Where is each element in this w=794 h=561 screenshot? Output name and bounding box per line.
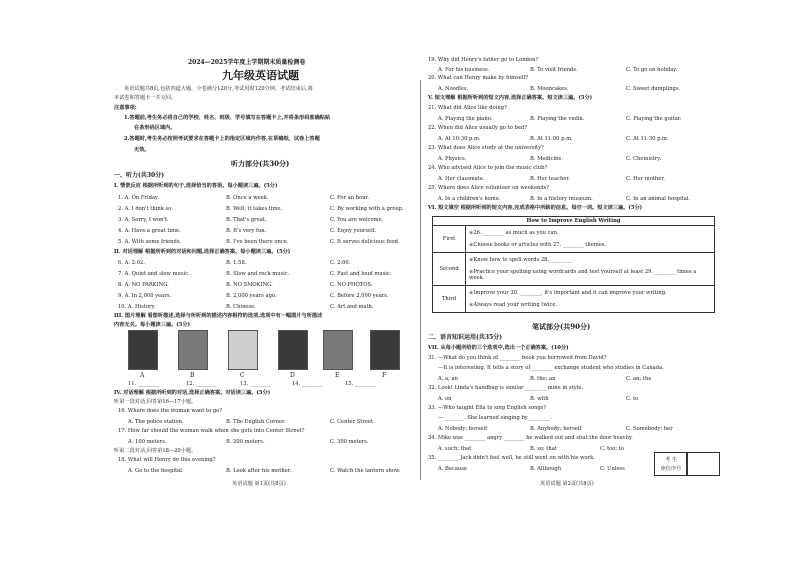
option-b: B. Look after his mother. [226, 468, 292, 474]
option-a: A. 100 meters. [128, 439, 167, 445]
option-b: B. Although [530, 466, 562, 472]
listening-part-title: 听力部分(共30分) [231, 159, 290, 168]
option-c: C. It serves delicious food. [330, 239, 400, 245]
row-label: Second [433, 253, 466, 286]
dialogue-2-note: 听第二段对话,回答第18—20小题。 [114, 448, 197, 454]
option-a: 1. A. On Friday. [118, 195, 159, 201]
answer-blank: 12. ________ [186, 381, 217, 387]
dialogue-1-note: 听第一段对话,回答第16—17小题。 [114, 399, 197, 405]
option-a: A. The police station. [128, 419, 184, 425]
question-31a: 31. —What do you think of ________ book you borrowed from David? [428, 355, 607, 361]
option-b: B. NO SMOKING. [226, 282, 273, 288]
picture-c [228, 330, 258, 370]
option-c: C. to [626, 396, 639, 402]
option-b: B. Playing the violin. [530, 116, 585, 122]
table-row [433, 226, 715, 253]
row-label: First [433, 226, 466, 253]
option-c: C. Enjoy yourself. [330, 228, 377, 234]
option-c: C. NO PHOTOS. [330, 282, 373, 288]
option-c: C. In an animal hospital. [626, 196, 691, 202]
table-title: How to Improve English Writing [433, 217, 715, 226]
option-c: C. At 11:30 p.m. [626, 136, 669, 142]
option-b: B. Slow and rock music. [226, 271, 290, 277]
picture-a [128, 330, 158, 370]
page-footer-right: 英语试题 第2页(共8页) [540, 481, 594, 487]
option-c: C. Her mother. [626, 176, 665, 182]
option-c: C. Chemistry. [626, 156, 662, 162]
table-line: ※Choose books or articles with 27. ________ themes. [469, 242, 607, 248]
option-a: A. such; that [438, 446, 472, 452]
option-a: 10. A. History. [118, 304, 156, 310]
seat-label-2: 座位序号 [660, 466, 682, 472]
notice-1a: 1.答题前,考生务必将自己的学校、姓名、班级、学号填写在答题卡上,并将条形码准确粘贴 [124, 115, 331, 121]
notice-heading: 注意事项: [114, 105, 137, 111]
table-line: ※Always read your writing twice. [469, 302, 558, 308]
option-a: A. Physics. [438, 156, 467, 162]
option-b: B. so; that [530, 446, 557, 452]
option-a: A. Noodles. [438, 86, 469, 92]
option-c: C. Sweet dumplings. [626, 86, 681, 92]
question-35: 35. ________ Jack didn't feel well, he still went on with his work. [428, 455, 595, 461]
exam-year-title: 2024—2025学年度上学期期末质量检测卷 [188, 59, 306, 66]
option-a: 3. A. Sorry, I won't. [118, 217, 169, 223]
question-34: 34. Mike was ________ angry ________ he walked out and shut the door heavily. [428, 435, 633, 441]
column-divider [420, 80, 421, 480]
option-b: B. Mooncakes. [530, 86, 569, 92]
row-label: Third [433, 286, 466, 313]
question-25: 25. Where does Alice volunteer on weekends? [428, 185, 550, 191]
option-a: 8. A. NO PARKING. [118, 282, 169, 288]
option-a: A. In a children's home. [438, 196, 501, 202]
option-b: B. At 11:00 p.m. [530, 136, 573, 142]
table-line: ※Practice your spelling using wordcards and test yourself at least 29. ________ times a week. [469, 269, 697, 281]
notice-1b: 在条形码区域内。 [134, 125, 176, 131]
question-33a: 33. —Who taught Ella to sing English songs? [428, 405, 547, 411]
picture-label: B [190, 372, 195, 379]
answer-blank: 11. ________ [128, 381, 159, 387]
option-a: 2. A. I don't think so. [118, 206, 173, 212]
option-c: C. Art and math. [330, 304, 374, 310]
option-a: A. Because [438, 466, 467, 472]
table-line: ※26. ________ as much as you can. [469, 230, 559, 236]
question-32: 32. Look! Linda's handbag is similar ________ mine in style. [428, 385, 584, 391]
option-b: B. Anybody; herself [530, 426, 582, 432]
option-b: B. I've been there once. [226, 239, 289, 245]
question-17: 17. How far should the woman walk when she gets into Center Street? [118, 428, 305, 434]
option-c: C. Somebody; her [626, 426, 673, 432]
section-2-title: 二、语言知识运用(共35分) [428, 334, 503, 341]
option-a: A. Playing the piano. [438, 116, 493, 122]
option-a: A. For his business. [438, 67, 490, 73]
option-b: B. In a history museum. [530, 196, 593, 202]
option-a: 5. A. With some friends. [118, 239, 182, 245]
intro-line-2: 本试卷和答题卡一并交回。 [114, 95, 177, 101]
question-31b: —It is interesting. It tells a story of ________ exchange student who studies in Canada. [438, 365, 664, 371]
question-16: 16. Where does the woman want to go? [118, 408, 223, 414]
option-c: C. 300 meters. [330, 439, 369, 445]
option-c: C. You are welcome. [330, 217, 384, 223]
notice-2a: 2.答题时,考生务必按照考试要求在答题卡上的指定区域内作答,在草稿纸、试卷上答题 [124, 136, 320, 142]
picture-d [278, 330, 308, 370]
picture-label: C [240, 372, 245, 379]
answer-blank: 14. ________ [292, 381, 323, 387]
option-b: B. Well, it takes time. [226, 206, 283, 212]
option-a: 9. A. In 2,000 years. [118, 293, 172, 299]
question-18: 18. What will Henry do this evening? [118, 457, 216, 463]
option-b: B. 200 meters. [226, 439, 265, 445]
option-a: A. Her classmate. [438, 176, 485, 182]
part-I-heading: I. 情景反应 根据所听到的句子,选择恰当的答语。每小题读三遍。(5分) [114, 183, 278, 189]
option-c: C. too; to [600, 446, 625, 452]
part-II-heading: II. 对话理解 根据所听到的对话和问题,选择正确答案。每小题读三遍。(5分) [114, 249, 291, 255]
answer-blank: 13. ________ [240, 381, 271, 387]
picture-label: A [140, 372, 145, 379]
option-c: C. By working with a group. [330, 206, 404, 212]
picture-b [178, 330, 208, 370]
option-b: B. That's great. [226, 217, 267, 223]
option-b: B. It's very fun. [226, 228, 267, 234]
picture-e [323, 330, 353, 370]
option-a: 6. A. 2:02. [118, 260, 145, 266]
seat-number-label-box [654, 452, 688, 476]
option-a: A. At 10:30 p.m. [438, 136, 481, 142]
seat-label-1: 考 生 [664, 457, 678, 463]
question-33b: —________. She learned singing by ________. [438, 415, 552, 421]
exam-main-title: 九年级英语试题 [222, 69, 299, 82]
intro-line-1: 英语试题共8页,包括四道大题。全卷满分120分,考试用时120分钟。考试结束后,将 [124, 86, 313, 92]
option-b: B. 2,000 years ago. [226, 293, 277, 299]
option-c: C. To go on holiday. [626, 67, 678, 73]
part-III-heading-2: 内容无关。每小题读三遍。(5分) [114, 322, 190, 328]
part-III-heading: III. 图片理解 看图听描述,选择与所听到的描述内容相符的选项,选项中有一幅图片与所描述 [114, 313, 323, 319]
section-1-title: 一、听力(共30分) [114, 172, 165, 179]
option-b: B. Medicine. [530, 156, 564, 162]
option-a: A. a; an [438, 376, 458, 382]
option-a: 7. A. Quiet and slow music. [118, 271, 190, 277]
option-c: C. Playing the guitar. [626, 116, 682, 122]
writing-tips-table [432, 216, 715, 313]
table-line: ※Know how to spell words 28. ________. [469, 257, 574, 263]
question-23: 23. What does Alice study at the university? [428, 145, 544, 151]
table-line: ※Improve your 30. ________, it's important and it can improve your writing. [469, 290, 667, 296]
option-c: C. Before 2,000 years. [330, 293, 389, 299]
question-21: 21. What did Alice like doing? [428, 105, 507, 111]
question-22: 22. When did Alice usually go to bed? [428, 125, 528, 131]
picture-label: E [335, 372, 340, 379]
option-a: A. Nobody; herself [438, 426, 488, 432]
option-a: 4. A. Have a great time. [118, 228, 181, 234]
option-c: C. an; the [626, 376, 652, 382]
picture-f [370, 330, 400, 370]
part-VII-heading: VII. 从每小题所给的三个选项中,选出一个正确答案。(10分) [428, 345, 569, 351]
picture-label: D [290, 372, 295, 379]
option-c: C. 2:00. [330, 260, 351, 266]
page-footer-left: 英语试题 第1页(共8页) [232, 481, 286, 487]
question-19: 19. Why did Henry's father go to London? [428, 57, 539, 63]
option-c: C. Unless [600, 466, 625, 472]
option-b: B. with [530, 396, 549, 402]
table-row [433, 286, 715, 313]
question-20: 20. What can Henry make by himself? [428, 75, 529, 81]
option-c: C. For an hour. [330, 195, 370, 201]
notice-2b: 无效。 [134, 147, 150, 153]
option-c: C. Center Street. [330, 419, 375, 425]
question-24: 24. Who advised Alice to join the music club? [428, 165, 548, 171]
option-b: B. Her teacher. [530, 176, 570, 182]
option-b: B. The English Corner. [226, 419, 286, 425]
option-b: B. Chinese. [226, 304, 256, 310]
part-V-heading: V. 短文理解 根据所听到的短文内容,选择正确答案。短文读三遍。(5分) [428, 95, 593, 101]
option-b: B. Once a week. [226, 195, 269, 201]
option-c: C. Fast and loud music. [330, 271, 392, 277]
option-b: B. 1:58. [226, 260, 247, 266]
part-VI-heading: VI. 短文填空 根据所听到的短文内容,完成表格中所缺的信息。每空一词。短文读三遍。(5分) [428, 205, 643, 211]
table-row [433, 253, 715, 286]
option-c: C. Watch the lantern show. [330, 468, 401, 474]
option-a: A. Go to the hospital. [128, 468, 184, 474]
option-a: A. on [438, 396, 452, 402]
written-part-title: 笔试部分(共90分) [532, 322, 591, 331]
picture-label: F [382, 372, 387, 379]
seat-number-box [686, 452, 720, 476]
option-b: B. To visit friends. [530, 67, 578, 73]
option-b: B. the; an [530, 376, 556, 382]
part-IV-heading: IV. 对话理解 根据所听到的对话,选择正确答案。对话读三遍。(5分) [114, 390, 271, 396]
answer-blank: 15. ________ [345, 381, 376, 387]
